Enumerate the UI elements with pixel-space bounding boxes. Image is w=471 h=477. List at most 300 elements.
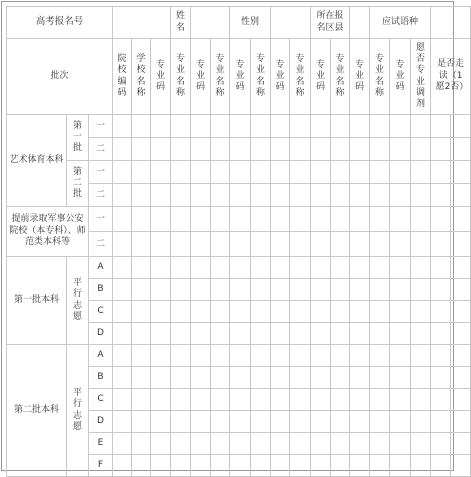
- entry-cell[interactable]: [390, 257, 411, 279]
- entry-cell[interactable]: [331, 115, 350, 138]
- entry-cell[interactable]: [271, 433, 290, 455]
- entry-cell[interactable]: [331, 455, 350, 477]
- entry-cell[interactable]: [171, 301, 191, 323]
- entry-cell[interactable]: [411, 138, 431, 161]
- entry-cell[interactable]: [390, 115, 411, 138]
- entry-cell[interactable]: [311, 323, 331, 345]
- entry-cell[interactable]: [390, 232, 411, 257]
- entry-cell[interactable]: [431, 323, 451, 345]
- entry-cell[interactable]: [251, 301, 271, 323]
- entry-cell[interactable]: [151, 184, 171, 207]
- entry-cell[interactable]: [132, 184, 151, 207]
- entry-cell[interactable]: [251, 138, 271, 161]
- entry-cell[interactable]: [191, 323, 211, 345]
- page-frame: [1, 1, 469, 471]
- entry-cell[interactable]: [451, 323, 471, 345]
- entry-cell[interactable]: [171, 433, 191, 455]
- entry-cell[interactable]: [132, 232, 151, 257]
- entry-cell[interactable]: [191, 301, 211, 323]
- entry-cell[interactable]: [350, 184, 370, 207]
- entry-cell[interactable]: [230, 455, 251, 477]
- entry-cell[interactable]: [211, 389, 230, 411]
- entry-cell[interactable]: [271, 455, 290, 477]
- entry-cell[interactable]: [411, 115, 431, 138]
- entry-cell[interactable]: [411, 323, 431, 345]
- entry-cell[interactable]: [390, 433, 411, 455]
- entry-cell[interactable]: [132, 279, 151, 301]
- entry-cell[interactable]: [171, 257, 191, 279]
- entry-cell[interactable]: [451, 257, 471, 279]
- entry-cell[interactable]: [431, 279, 451, 301]
- entry-cell[interactable]: [191, 411, 211, 433]
- entry-cell[interactable]: [230, 207, 251, 232]
- entry-cell[interactable]: [451, 161, 471, 184]
- entry-cell[interactable]: [370, 389, 390, 411]
- entry-cell[interactable]: [431, 411, 451, 433]
- entry-cell[interactable]: [191, 232, 211, 257]
- entry-cell[interactable]: [251, 207, 271, 232]
- entry-cell[interactable]: [370, 207, 390, 232]
- row-mark-a: A: [89, 345, 113, 367]
- entry-cell[interactable]: [290, 279, 311, 301]
- entry-cell[interactable]: [451, 455, 471, 477]
- entry-cell[interactable]: [350, 367, 370, 389]
- entry-cell[interactable]: [113, 345, 132, 367]
- entry-cell[interactable]: [431, 455, 451, 477]
- entry-cell[interactable]: [251, 433, 271, 455]
- entry-cell[interactable]: [331, 367, 350, 389]
- entry-cell[interactable]: [370, 411, 390, 433]
- entry-cell[interactable]: [331, 389, 350, 411]
- entry-cell[interactable]: [411, 455, 431, 477]
- entry-cell[interactable]: [411, 257, 431, 279]
- entry-cell[interactable]: [171, 138, 191, 161]
- entry-cell[interactable]: [230, 367, 251, 389]
- entry-cell[interactable]: [230, 345, 251, 367]
- entry-cell[interactable]: [290, 433, 311, 455]
- name-label: 姓名: [171, 7, 191, 39]
- entry-cell[interactable]: [113, 301, 132, 323]
- entry-cell[interactable]: [350, 257, 370, 279]
- entry-cell[interactable]: [290, 184, 311, 207]
- entry-cell[interactable]: [451, 411, 471, 433]
- entry-cell[interactable]: [113, 115, 132, 138]
- entry-cell[interactable]: [390, 184, 411, 207]
- entry-cell[interactable]: [230, 279, 251, 301]
- entry-cell[interactable]: [211, 138, 230, 161]
- entry-cell[interactable]: [451, 345, 471, 367]
- entry-cell[interactable]: [431, 389, 451, 411]
- entry-cell[interactable]: [331, 138, 350, 161]
- entry-cell[interactable]: [350, 323, 370, 345]
- entry-cell[interactable]: [151, 323, 171, 345]
- entry-cell[interactable]: [171, 161, 191, 184]
- entry-cell[interactable]: [171, 367, 191, 389]
- entry-cell[interactable]: [171, 389, 191, 411]
- entry-cell[interactable]: [370, 367, 390, 389]
- entry-cell[interactable]: [132, 207, 151, 232]
- entry-cell[interactable]: [171, 455, 191, 477]
- entry-cell[interactable]: [191, 257, 211, 279]
- entry-cell[interactable]: [431, 367, 451, 389]
- entry-cell[interactable]: [431, 207, 451, 232]
- entry-cell[interactable]: [390, 301, 411, 323]
- entry-cell[interactable]: [113, 389, 132, 411]
- entry-cell[interactable]: [132, 389, 151, 411]
- entry-cell[interactable]: [230, 138, 251, 161]
- entry-cell[interactable]: [171, 345, 191, 367]
- entry-cell[interactable]: [290, 115, 311, 138]
- entry-cell[interactable]: [390, 207, 411, 232]
- entry-cell[interactable]: [191, 161, 211, 184]
- entry-cell[interactable]: [451, 138, 471, 161]
- entry-cell[interactable]: [251, 161, 271, 184]
- entry-cell[interactable]: [311, 138, 331, 161]
- entry-cell[interactable]: [311, 232, 331, 257]
- entry-cell[interactable]: [390, 345, 411, 367]
- entry-cell[interactable]: [311, 411, 331, 433]
- entry-cell[interactable]: [451, 207, 471, 232]
- entry-cell[interactable]: [191, 207, 211, 232]
- entry-cell[interactable]: [211, 184, 230, 207]
- entry-cell[interactable]: [350, 411, 370, 433]
- entry-cell[interactable]: [132, 323, 151, 345]
- entry-cell[interactable]: [390, 161, 411, 184]
- entry-cell[interactable]: [251, 184, 271, 207]
- entry-cell[interactable]: [113, 138, 132, 161]
- entry-cell[interactable]: [171, 411, 191, 433]
- entry-cell[interactable]: [370, 345, 390, 367]
- entry-cell[interactable]: [132, 301, 151, 323]
- entry-cell[interactable]: [113, 184, 132, 207]
- entry-cell[interactable]: [271, 411, 290, 433]
- entry-cell[interactable]: [251, 257, 271, 279]
- entry-cell[interactable]: [290, 323, 311, 345]
- entry-cell[interactable]: [451, 115, 471, 138]
- entry-cell[interactable]: [191, 184, 211, 207]
- entry-cell[interactable]: [151, 279, 171, 301]
- entry-cell[interactable]: [331, 257, 350, 279]
- entry-cell[interactable]: [211, 367, 230, 389]
- entry-cell[interactable]: [113, 232, 132, 257]
- entry-cell[interactable]: [151, 301, 171, 323]
- entry-cell[interactable]: [113, 433, 132, 455]
- row-mark-a: A: [89, 257, 113, 279]
- entry-cell[interactable]: [370, 257, 390, 279]
- advance-admission-label: 提前录取军事公安院校（本专科）、师范类本科等: [7, 207, 89, 257]
- entry-cell[interactable]: [350, 138, 370, 161]
- entry-cell[interactable]: [151, 345, 171, 367]
- entry-cell[interactable]: [211, 161, 230, 184]
- row-mark-d: D: [89, 411, 113, 433]
- entry-cell[interactable]: [451, 389, 471, 411]
- entry-cell[interactable]: [113, 455, 132, 477]
- entry-cell[interactable]: [230, 184, 251, 207]
- entry-cell[interactable]: [411, 279, 431, 301]
- entry-cell[interactable]: [113, 323, 132, 345]
- entry-cell[interactable]: [132, 138, 151, 161]
- entry-cell[interactable]: [390, 138, 411, 161]
- entry-cell[interactable]: [151, 232, 171, 257]
- entry-cell[interactable]: [370, 323, 390, 345]
- entry-cell[interactable]: [113, 411, 132, 433]
- entry-cell[interactable]: [311, 257, 331, 279]
- entry-cell[interactable]: [113, 367, 132, 389]
- entry-cell[interactable]: [350, 115, 370, 138]
- entry-cell[interactable]: [230, 411, 251, 433]
- entry-cell[interactable]: [251, 345, 271, 367]
- entry-cell[interactable]: [311, 367, 331, 389]
- entry-cell[interactable]: [171, 323, 191, 345]
- entry-cell[interactable]: [431, 232, 451, 257]
- entry-cell[interactable]: [191, 455, 211, 477]
- entry-cell[interactable]: [211, 411, 230, 433]
- entry-cell[interactable]: [251, 232, 271, 257]
- entry-cell[interactable]: [191, 433, 211, 455]
- entry-cell[interactable]: [271, 184, 290, 207]
- entry-cell[interactable]: [311, 455, 331, 477]
- entry-cell[interactable]: [451, 184, 471, 207]
- entry-cell[interactable]: [132, 161, 151, 184]
- entry-cell[interactable]: [151, 455, 171, 477]
- entry-cell[interactable]: [390, 323, 411, 345]
- entry-cell[interactable]: [271, 207, 290, 232]
- entry-cell[interactable]: [191, 389, 211, 411]
- entry-cell[interactable]: [350, 279, 370, 301]
- entry-cell[interactable]: [132, 367, 151, 389]
- entry-cell[interactable]: [311, 345, 331, 367]
- entry-cell[interactable]: [311, 184, 331, 207]
- district-input[interactable]: [350, 7, 370, 39]
- entry-cell[interactable]: [211, 433, 230, 455]
- entry-cell[interactable]: [191, 345, 211, 367]
- entry-cell[interactable]: [290, 232, 311, 257]
- entry-cell[interactable]: [370, 433, 390, 455]
- entry-cell[interactable]: [113, 207, 132, 232]
- entry-cell[interactable]: [370, 232, 390, 257]
- entry-cell[interactable]: [290, 301, 311, 323]
- entry-cell[interactable]: [271, 279, 290, 301]
- entry-cell[interactable]: [451, 232, 471, 257]
- entry-cell[interactable]: [113, 257, 132, 279]
- entry-cell[interactable]: [251, 115, 271, 138]
- entry-cell[interactable]: [271, 389, 290, 411]
- entry-cell[interactable]: [411, 389, 431, 411]
- entry-cell[interactable]: [411, 411, 431, 433]
- entry-cell[interactable]: [411, 207, 431, 232]
- entry-cell[interactable]: [290, 411, 311, 433]
- entry-cell[interactable]: [370, 184, 390, 207]
- exam-language-input[interactable]: [431, 7, 471, 39]
- entry-cell[interactable]: [331, 161, 350, 184]
- entry-cell[interactable]: [331, 207, 350, 232]
- entry-cell[interactable]: [251, 411, 271, 433]
- entry-cell[interactable]: [431, 433, 451, 455]
- entry-cell[interactable]: [251, 367, 271, 389]
- entry-cell[interactable]: [290, 138, 311, 161]
- entry-cell[interactable]: [171, 115, 191, 138]
- col-adjust: 愿否专业调剂: [411, 39, 431, 115]
- entry-cell[interactable]: [290, 161, 311, 184]
- entry-cell[interactable]: [132, 455, 151, 477]
- entry-cell[interactable]: [230, 389, 251, 411]
- entry-cell[interactable]: [151, 433, 171, 455]
- entry-cell[interactable]: [431, 161, 451, 184]
- entry-cell[interactable]: [311, 389, 331, 411]
- entry-cell[interactable]: [271, 323, 290, 345]
- entry-cell[interactable]: [271, 301, 290, 323]
- entry-cell[interactable]: [151, 138, 171, 161]
- entry-cell[interactable]: [411, 232, 431, 257]
- entry-cell[interactable]: [431, 301, 451, 323]
- entry-cell[interactable]: [390, 367, 411, 389]
- entry-cell[interactable]: [331, 301, 350, 323]
- entry-cell[interactable]: [251, 389, 271, 411]
- entry-cell[interactable]: [390, 411, 411, 433]
- entry-cell[interactable]: [151, 161, 171, 184]
- entry-cell[interactable]: [251, 323, 271, 345]
- entry-cell[interactable]: [132, 411, 151, 433]
- entry-cell[interactable]: [331, 184, 350, 207]
- entry-cell[interactable]: [350, 433, 370, 455]
- entry-cell[interactable]: [171, 232, 191, 257]
- entry-cell[interactable]: [370, 455, 390, 477]
- entry-cell[interactable]: [311, 161, 331, 184]
- entry-cell[interactable]: [211, 115, 230, 138]
- entry-cell[interactable]: [151, 115, 171, 138]
- entry-cell[interactable]: [132, 257, 151, 279]
- entry-cell[interactable]: [211, 345, 230, 367]
- entry-cell[interactable]: [230, 323, 251, 345]
- entry-cell[interactable]: [191, 279, 211, 301]
- entry-cell[interactable]: [431, 115, 451, 138]
- entry-cell[interactable]: [132, 433, 151, 455]
- entry-cell[interactable]: [271, 115, 290, 138]
- entry-cell[interactable]: [311, 115, 331, 138]
- entry-cell[interactable]: [271, 345, 290, 367]
- entry-cell[interactable]: [411, 184, 431, 207]
- entry-cell[interactable]: [171, 184, 191, 207]
- entry-cell[interactable]: [451, 433, 471, 455]
- entry-cell[interactable]: [290, 207, 311, 232]
- entry-cell[interactable]: [230, 232, 251, 257]
- gender-input[interactable]: [271, 7, 311, 39]
- entry-cell[interactable]: [411, 301, 431, 323]
- entry-cell[interactable]: [271, 161, 290, 184]
- entry-cell[interactable]: [311, 207, 331, 232]
- entry-cell[interactable]: [271, 367, 290, 389]
- entry-cell[interactable]: [132, 115, 151, 138]
- entry-cell[interactable]: [191, 138, 211, 161]
- entry-cell[interactable]: [290, 455, 311, 477]
- entry-cell[interactable]: [251, 455, 271, 477]
- entry-cell[interactable]: [390, 455, 411, 477]
- entry-cell[interactable]: [290, 389, 311, 411]
- entry-cell[interactable]: [350, 207, 370, 232]
- entry-cell[interactable]: [411, 367, 431, 389]
- entry-cell[interactable]: [230, 257, 251, 279]
- entry-cell[interactable]: [171, 279, 191, 301]
- entry-cell[interactable]: [151, 411, 171, 433]
- entry-cell[interactable]: [211, 323, 230, 345]
- entry-cell[interactable]: [113, 279, 132, 301]
- entry-cell[interactable]: [370, 138, 390, 161]
- entry-cell[interactable]: [290, 367, 311, 389]
- entry-cell[interactable]: [431, 257, 451, 279]
- entry-cell[interactable]: [331, 345, 350, 367]
- entry-cell[interactable]: [151, 257, 171, 279]
- entry-cell[interactable]: [211, 257, 230, 279]
- entry-cell[interactable]: [331, 323, 350, 345]
- entry-cell[interactable]: [431, 184, 451, 207]
- entry-cell[interactable]: [350, 161, 370, 184]
- entry-cell[interactable]: [311, 301, 331, 323]
- entry-cell[interactable]: [350, 345, 370, 367]
- entry-cell[interactable]: [290, 257, 311, 279]
- entry-cell[interactable]: [390, 279, 411, 301]
- entry-cell[interactable]: [350, 301, 370, 323]
- entry-cell[interactable]: [151, 367, 171, 389]
- entry-cell[interactable]: [431, 138, 451, 161]
- entry-cell[interactable]: [411, 345, 431, 367]
- entry-cell[interactable]: [230, 161, 251, 184]
- entry-cell[interactable]: [370, 301, 390, 323]
- entry-cell[interactable]: [411, 433, 431, 455]
- entry-cell[interactable]: [230, 433, 251, 455]
- entry-cell[interactable]: [151, 207, 171, 232]
- entry-cell[interactable]: [451, 301, 471, 323]
- entry-cell[interactable]: [211, 455, 230, 477]
- entry-cell[interactable]: [230, 301, 251, 323]
- entry-cell[interactable]: [191, 115, 211, 138]
- entry-cell[interactable]: [132, 345, 151, 367]
- entry-cell[interactable]: [251, 279, 271, 301]
- entry-cell[interactable]: [211, 301, 230, 323]
- entry-cell[interactable]: [151, 389, 171, 411]
- entry-cell[interactable]: [350, 455, 370, 477]
- entry-cell[interactable]: [451, 279, 471, 301]
- entry-cell[interactable]: [271, 232, 290, 257]
- entry-cell[interactable]: [331, 433, 350, 455]
- entry-cell[interactable]: [451, 367, 471, 389]
- entry-cell[interactable]: [311, 279, 331, 301]
- entry-cell[interactable]: [290, 345, 311, 367]
- entry-cell[interactable]: [431, 345, 451, 367]
- entry-cell[interactable]: [370, 161, 390, 184]
- entry-cell[interactable]: [211, 232, 230, 257]
- entry-cell[interactable]: [230, 115, 251, 138]
- entry-cell[interactable]: [211, 207, 230, 232]
- entry-cell[interactable]: [331, 279, 350, 301]
- entry-cell[interactable]: [271, 257, 290, 279]
- entry-cell[interactable]: [411, 161, 431, 184]
- entry-cell[interactable]: [331, 411, 350, 433]
- entry-cell[interactable]: [370, 279, 390, 301]
- name-input[interactable]: [191, 7, 230, 39]
- entry-cell[interactable]: [311, 433, 331, 455]
- exam-number-input[interactable]: [113, 7, 171, 39]
- entry-cell[interactable]: [331, 232, 350, 257]
- entry-cell[interactable]: [191, 367, 211, 389]
- entry-cell[interactable]: [171, 207, 191, 232]
- entry-cell[interactable]: [350, 232, 370, 257]
- entry-cell[interactable]: [211, 279, 230, 301]
- entry-cell[interactable]: [370, 115, 390, 138]
- entry-cell[interactable]: [271, 138, 290, 161]
- entry-cell[interactable]: [390, 389, 411, 411]
- entry-cell[interactable]: [350, 389, 370, 411]
- entry-cell[interactable]: [113, 161, 132, 184]
